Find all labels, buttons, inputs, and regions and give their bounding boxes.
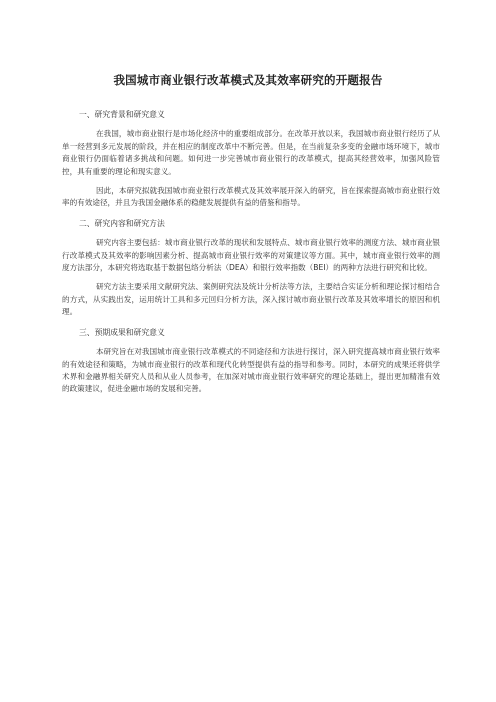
section-heading-content-methods: 二、研究内容和研究方法 [79,218,165,228]
document-title: 我国城市商业银行改革模式及其效率研究的开题报告 [113,73,383,87]
paragraph-expected-results: 本研究旨在对我国城市商业银行改革模式的不同途径和方法进行探讨，深入研究提高城市商业银行效率的有效途径和策略，为城市商业银行的改革和现代化转型提供有益的指导和参考。同时，本研究的成果还将供学术界和金融界相关研究人员和从业人员参考，在加深对城市商业银行效率研究的理论基础上，提出更加精准有效的政策建议，促进金融市场的发展和完善。 [62,347,440,394]
paragraph-methods: 研究方法主要采用文献研究法、案例研究法及统计分析法等方法，主要结合实证分析和理论探讨相结合的方式，从实践出发，运用统计工具和多元回归分析方法，深入探讨城市商业银行改革及其效率增长的原因和机理。 [62,282,440,317]
section-heading-expected-results: 三、预期成果和研究意义 [79,327,165,337]
section-heading-background: 一、研究背景和研究意义 [79,110,165,119]
paragraph-content: 研究内容主要包括：城市商业银行改革的现状和发展特点、城市商业银行效率的测度方法、城市商业银行改革模式及其效率的影响因素分析、提高城市商业银行效率的对策建议等方面。其中，城市商业银行效率的测度方法部分，本研究将选取基于数据包络分析法（DEA）和银行效率指数（BEI）的两种方法进行研究和比较。 [62,238,440,273]
document-body [62,109,440,396]
paragraph-background-1: 在我国，城市商业银行是市场化经济中的重要组成部分。在改革开放以来，我国城市商业银行经历了从单一经营到多元发展的阶段，并在相应的制度改革中不断完善。但是，在当前复杂多变的金融市场环境下，城市商业银行仍面临着诸多挑战和问题。如何进一步完善城市商业银行的改革模式，提高其经营效率，加强风险管控，具有重要的理论和现实意义。 [62,129,440,176]
paragraph-background-2: 因此，本研究拟就我国城市商业银行改革模式及其效率展开深入的研究，旨在探索提高城市商业银行效率的有效途径，并且为我国金融体系的稳健发展提供有益的借鉴和指导。 [62,186,440,208]
